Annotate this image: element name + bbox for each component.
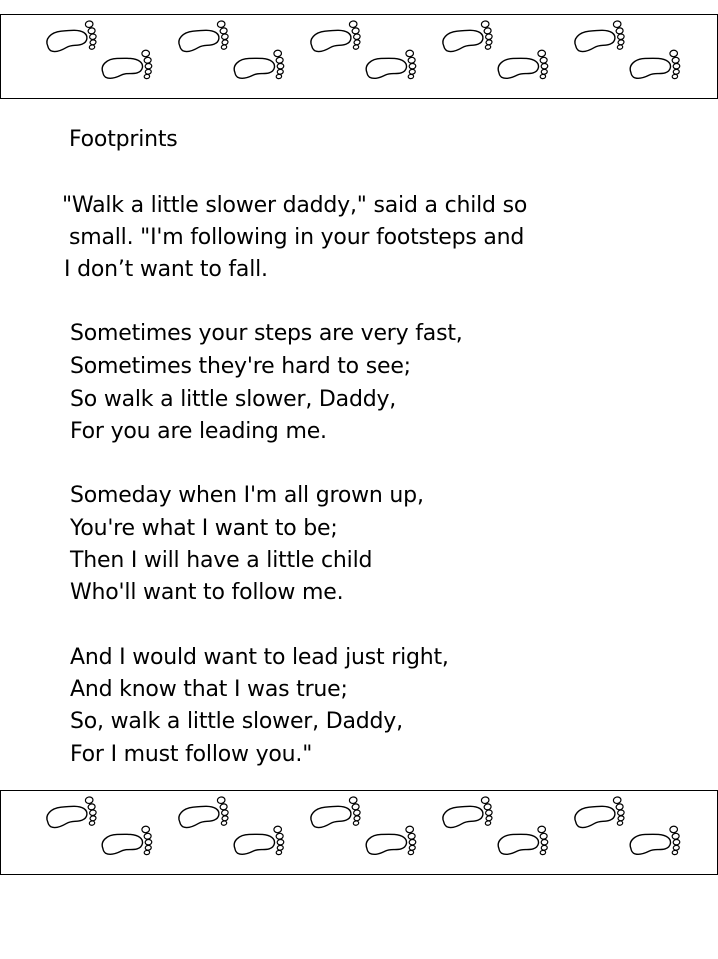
poem-line: Someday when I'm all grown up, [70, 483, 424, 508]
footprint-icon [628, 826, 681, 861]
footprint-icon [572, 796, 627, 834]
footprint-icon [44, 796, 99, 834]
footprint-icon [232, 826, 285, 861]
poem-line: So, walk a little slower, Daddy, [70, 709, 403, 734]
poem-line: Sometimes your steps are very fast, [70, 321, 463, 346]
footprint-icon [176, 796, 231, 834]
poem-line: Then I will have a little child [70, 548, 373, 573]
poem-title: Footprints [69, 127, 178, 152]
poem-line: Sometimes they're hard to see; [70, 354, 411, 379]
poem-line: For you are leading me. [70, 419, 327, 444]
poem-line: And know that I was true; [70, 677, 348, 702]
footprint-icon [308, 796, 363, 834]
poem-line: And I would want to lead just right, [70, 645, 449, 670]
footprint-icon [496, 826, 549, 861]
poem-line: For I must follow you." [70, 742, 313, 767]
poem-line: You're what I want to be; [70, 516, 338, 541]
footprint-icon [440, 796, 495, 834]
bottom-footprint-border [0, 790, 718, 875]
bottom-footprint-row [1, 791, 717, 874]
footprint-icon [364, 826, 417, 861]
poem-line: So walk a little slower, Daddy, [70, 387, 397, 412]
poem-line: I don’t want to fall. [64, 257, 268, 282]
poem-line: "Walk a little slower daddy," said a child so [62, 193, 528, 218]
poem-line: Who'll want to follow me. [70, 580, 344, 605]
footprint-icon [100, 826, 153, 861]
poem-line: small. "I'm following in your footsteps and [69, 225, 525, 250]
